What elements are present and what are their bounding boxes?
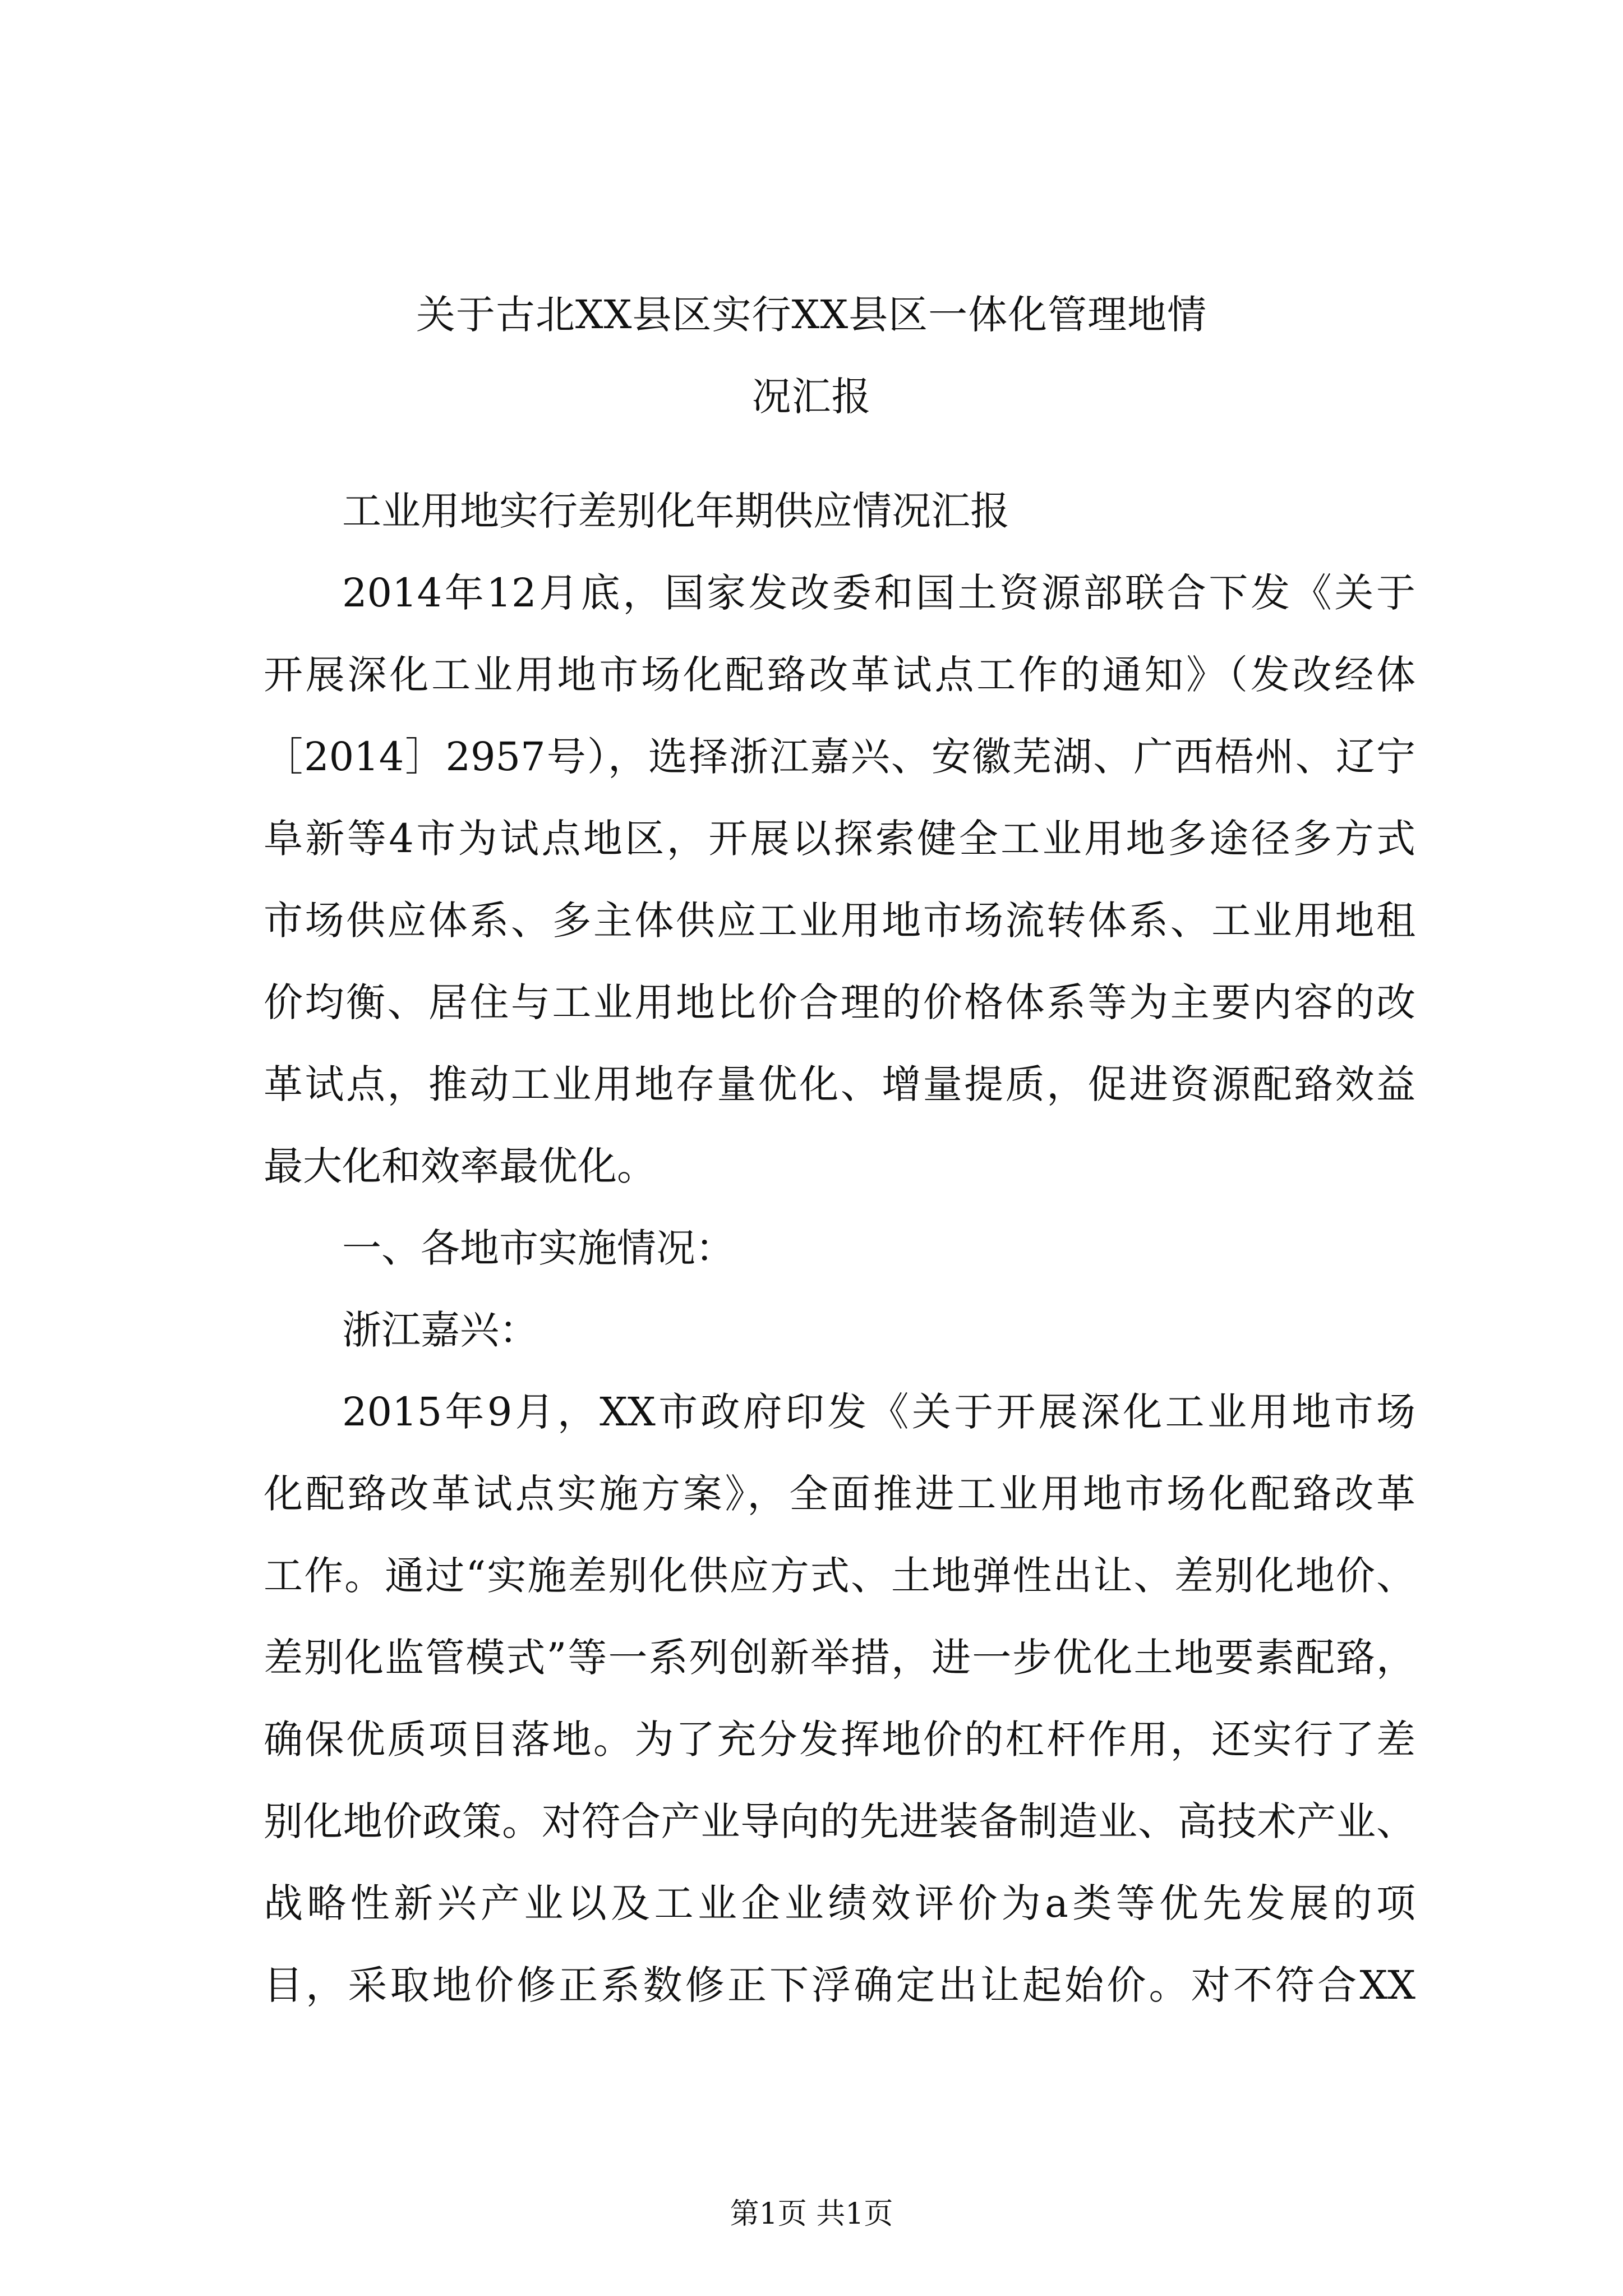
sub-heading-text: 浙江嘉兴： xyxy=(342,1307,538,1353)
paragraph-line: 工作。通过“实施差别化供应方式、土地弹性出让、差别化地价、 xyxy=(264,1553,1415,1599)
paragraph-line: ［2014］2957号），选择浙江嘉兴、安徽芜湖、广西梧州、辽宁 xyxy=(264,734,1415,780)
paragraph-line: 开展深化工业用地市场化配臵改革试点工作的通知》（发改经体 xyxy=(264,652,1415,698)
paragraph-line: 别化地价政策。对符合产业导向的先进装备制造业、高技术产业、 xyxy=(264,1798,1415,1844)
paragraph-line: 市场供应体系、多主体供应工业用地市场流转体系、工业用地租 xyxy=(264,898,1415,944)
title-line-1: 关于古北XX县区实行XX县区一体化管理地情 xyxy=(416,292,1207,338)
paragraph-subtitle xyxy=(264,470,1415,552)
document-body xyxy=(264,470,1415,2026)
section-heading-text: 一、各地市实施情况： xyxy=(342,1225,735,1271)
paragraph-line: 价均衡、居住与工业用地比价合理的价格体系等为主要内容的改 xyxy=(264,979,1415,1025)
paragraph-line: 差别化监管模式”等一系列创新举措，进一步优化土地要素配臵， xyxy=(264,1635,1415,1681)
document-title xyxy=(185,274,1438,438)
paragraph-background xyxy=(264,552,1415,1207)
page-footer: 第1页 共1页 xyxy=(730,2197,893,2231)
section-heading xyxy=(264,1207,1415,1289)
paragraph-line: 目，采取地价修正系数修正下浮确定出让起始价。对不符合XX xyxy=(264,1962,1415,2008)
paragraph-line: 革试点，推动工业用地存量优化、增量提质，促进资源配臵效益 xyxy=(264,1061,1415,1107)
paragraph-line: 最大化和效率最优化。 xyxy=(264,1143,656,1189)
paragraph-line: 战略性新兴产业以及工业企业绩效评价为a类等优先发展的项 xyxy=(264,1880,1415,1926)
title-line-2: 况汇报 xyxy=(751,374,872,420)
sub-heading xyxy=(264,1289,1415,1371)
paragraph-line: 工业用地实行差别化年期供应情况汇报 xyxy=(342,488,1009,534)
paragraph-line: 阜新等4市为试点地区，开展以探索健全工业用地多途径多方式 xyxy=(264,816,1415,862)
paragraph-line: 2014年12月底，国家发改委和国土资源部联合下发《关于 xyxy=(342,570,1415,616)
paragraph-line: 2015年9月，XX市政府印发《关于开展深化工业用地市场 xyxy=(342,1389,1415,1435)
paragraph-jiaxing xyxy=(264,1371,1415,2026)
paragraph-line: 化配臵改革试点实施方案》，全面推进工业用地市场化配臵改革 xyxy=(264,1471,1415,1517)
paragraph-line: 确保优质项目落地。为了充分发挥地价的杠杆作用，还实行了差 xyxy=(264,1717,1415,1763)
